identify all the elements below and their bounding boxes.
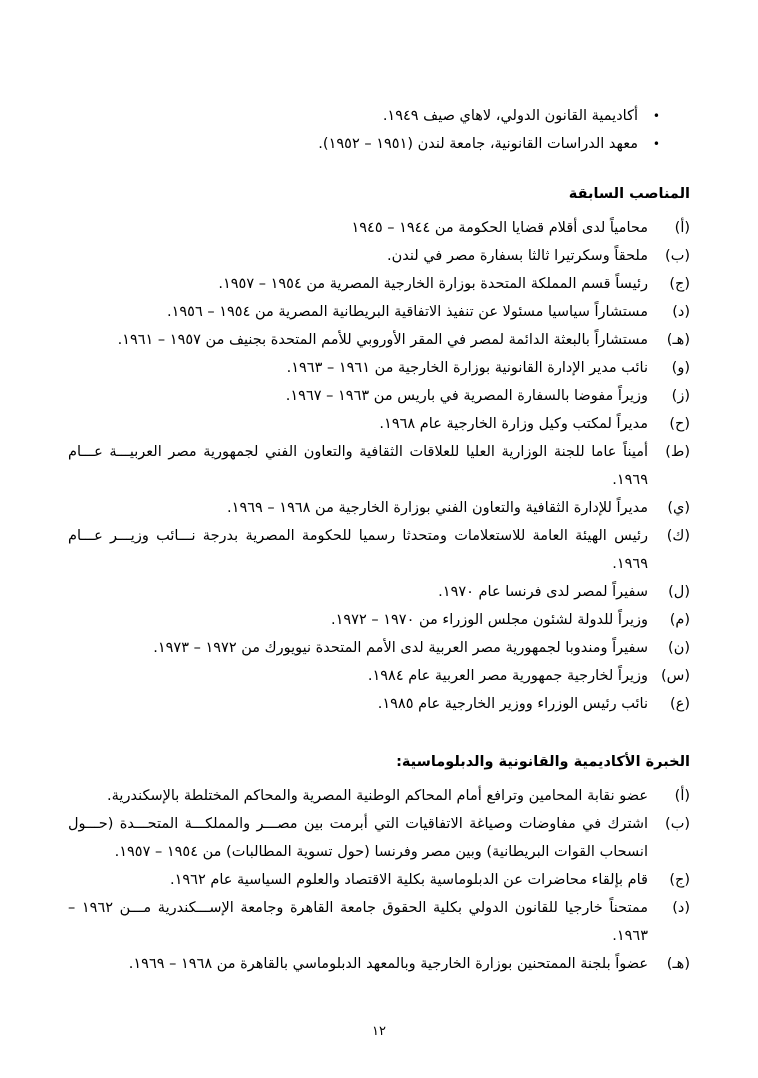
list-item-text: قام بإلقاء محاضرات عن الدبلوماسية بكلية الاقتصاد والعلوم السياسية عام ١٩٦٢.: [169, 872, 648, 888]
list-item: [68, 298, 690, 326]
page-number: ١٢: [372, 1024, 386, 1039]
list-item-marker: (أ): [674, 788, 690, 804]
list-item-text: عضو نقابة المحامين وترافع أمام المحاكم الوطنية المصرية والمحاكم المختلطة بالإسكندرية.: [107, 788, 648, 804]
list-item-marker: (ح): [669, 416, 690, 432]
intro-bullet-list: [68, 102, 690, 158]
list-item-marker: (ط): [665, 444, 690, 460]
intro-bullet-text: أكاديمية القانون الدولي، لاهاي صيف ١٩٤٩.: [382, 108, 638, 124]
bullet-icon: •: [652, 109, 660, 123]
list-item: [68, 214, 690, 242]
list-item-marker: (أ): [674, 220, 690, 236]
list-item-text: وزيراً للدولة لشئون مجلس الوزراء من ١٩٧٠ – ١٩٧٢.: [330, 612, 648, 628]
list-item-marker: (ج): [669, 872, 690, 888]
list-item: [68, 578, 690, 606]
list-item-text: ممتحناً خارجيا للقانون الدولي بكلية الحقوق جامعة القاهرة وجامعة الإســـكندرية مـــن ١٩٦٢ – ١٩٦٣.: [68, 900, 649, 944]
list-item-marker: (ز): [671, 388, 690, 404]
list-item-text: نائب مدير الإدارة القانونية بوزارة الخارجية من ١٩٦١ – ١٩٦٣.: [286, 360, 648, 376]
list-item-text: اشترك في مفاوضات وصياغة الاتفاقيات التي أبرمت بين مصـــر والمملكـــة المتحـــدة (حـــول انسحاب القوات البريطانية) وبين مصر وفرنسا (حول تسوية المطالبات) من ١٩٥٤ – ١٩٥٧.: [68, 816, 648, 860]
section-items: [68, 782, 690, 978]
list-item: [68, 866, 690, 894]
list-item-text: وزيراً مفوضا بالسفارة المصرية في باريس من ١٩٦٣ – ١٩٦٧.: [285, 388, 648, 404]
intro-bullet-text: معهد الدراسات القانونية، جامعة لندن (١٩٥١ – ١٩٥٢).: [318, 136, 638, 152]
section-heading: المناصب السابقة: [568, 186, 690, 202]
list-item: [68, 270, 690, 298]
list-item-marker: (د): [672, 304, 690, 320]
list-item-marker: (م): [669, 612, 690, 628]
list-item-text: سفيراً لمصر لدى فرنسا عام ١٩٧٠.: [438, 584, 648, 600]
list-item-marker: (ع): [670, 696, 690, 712]
list-item-text: مستشاراً بالبعثة الدائمة لمصر في المقر الأوروبي للأمم المتحدة بجنيف من ١٩٥٧ – ١٩٦١.: [117, 332, 648, 348]
list-item: [68, 810, 690, 866]
list-item: [68, 438, 690, 494]
list-item-text: رئيس الهيئة العامة للاستعلامات ومتحدثا رسميا للحكومة المصرية بدرجة نـــائب وزيـــر عـــام ١٩٦٩.: [68, 528, 648, 572]
list-item-text: عضواً بلجنة الممتحنين بوزارة الخارجية وبالمعهد الدبلوماسي بالقاهرة من ١٩٦٨ – ١٩٦٩.: [128, 956, 648, 972]
list-item: [68, 606, 690, 634]
list-item-marker: (و): [671, 360, 690, 376]
list-item: [68, 782, 690, 810]
list-item-marker: (ن): [668, 640, 690, 656]
list-item-marker: (ل): [668, 584, 690, 600]
list-item-text: نائب رئيس الوزراء ووزير الخارجية عام ١٩٨٥.: [377, 696, 648, 712]
list-item: [68, 326, 690, 354]
list-item-marker: (ب): [665, 248, 690, 264]
bullet-icon: •: [652, 137, 660, 151]
list-item-text: مستشاراً سياسيا مسئولا عن تنفيذ الاتفاقية البريطانية المصرية من ١٩٥٤ – ١٩٥٦.: [166, 304, 648, 320]
list-item-marker: (د): [672, 900, 690, 916]
list-item: [68, 894, 690, 950]
list-item-marker: (ي): [667, 500, 690, 516]
sections-container: [68, 180, 690, 978]
list-item-marker: (س): [660, 668, 690, 684]
list-item: [68, 410, 690, 438]
intro-bullet-item: [68, 102, 660, 130]
list-item: [68, 354, 690, 382]
list-item: [68, 662, 690, 690]
list-item-text: رئيساً قسم المملكة المتحدة بوزارة الخارجية المصرية من ١٩٥٤ – ١٩٥٧.: [218, 276, 648, 292]
document-section: [68, 180, 690, 718]
list-item-marker: (ب): [665, 816, 690, 832]
intro-bullet-item: [68, 130, 660, 158]
list-item: [68, 950, 690, 978]
list-item-text: محامياً لدى أقلام قضايا الحكومة من ١٩٤٤ – ١٩٤٥: [351, 220, 648, 236]
list-item-text: ملحقاً وسكرتيرا ثالثا بسفارة مصر في لندن.: [387, 248, 648, 264]
list-item: [68, 242, 690, 270]
section-items: [68, 214, 690, 718]
document-section: [68, 748, 690, 978]
list-item: [68, 494, 690, 522]
list-item: [68, 634, 690, 662]
section-heading: الخبرة الأكاديمية والقانونية والدبلوماسية:: [396, 754, 690, 770]
list-item-text: سفيراً ومندوبا لجمهورية مصر العربية لدى الأمم المتحدة نيويورك من ١٩٧٢ – ١٩٧٣.: [153, 640, 648, 656]
list-item-marker: (هـ): [666, 956, 690, 972]
list-item-text: أميناً عاما للجنة الوزارية العليا للعلاقات الثقافية والتعاون الفني لجمهورية مصر العربيـــة عـــام ١٩٦٩.: [68, 444, 648, 488]
list-item-text: مديراً للإدارة الثقافية والتعاون الفني بوزارة الخارجية من ١٩٦٨ – ١٩٦٩.: [227, 500, 648, 516]
list-item-text: وزيراً لخارجية جمهورية مصر العربية عام ١٩٨٤.: [367, 668, 648, 684]
list-item-marker: (هـ): [666, 332, 690, 348]
list-item: [68, 522, 690, 578]
list-item-marker: (ج): [669, 276, 690, 292]
list-item: [68, 690, 690, 718]
list-item-marker: (ك): [666, 528, 690, 544]
list-item: [68, 382, 690, 410]
list-item-text: مديراً لمكتب وكيل وزارة الخارجية عام ١٩٦٨.: [379, 416, 648, 432]
